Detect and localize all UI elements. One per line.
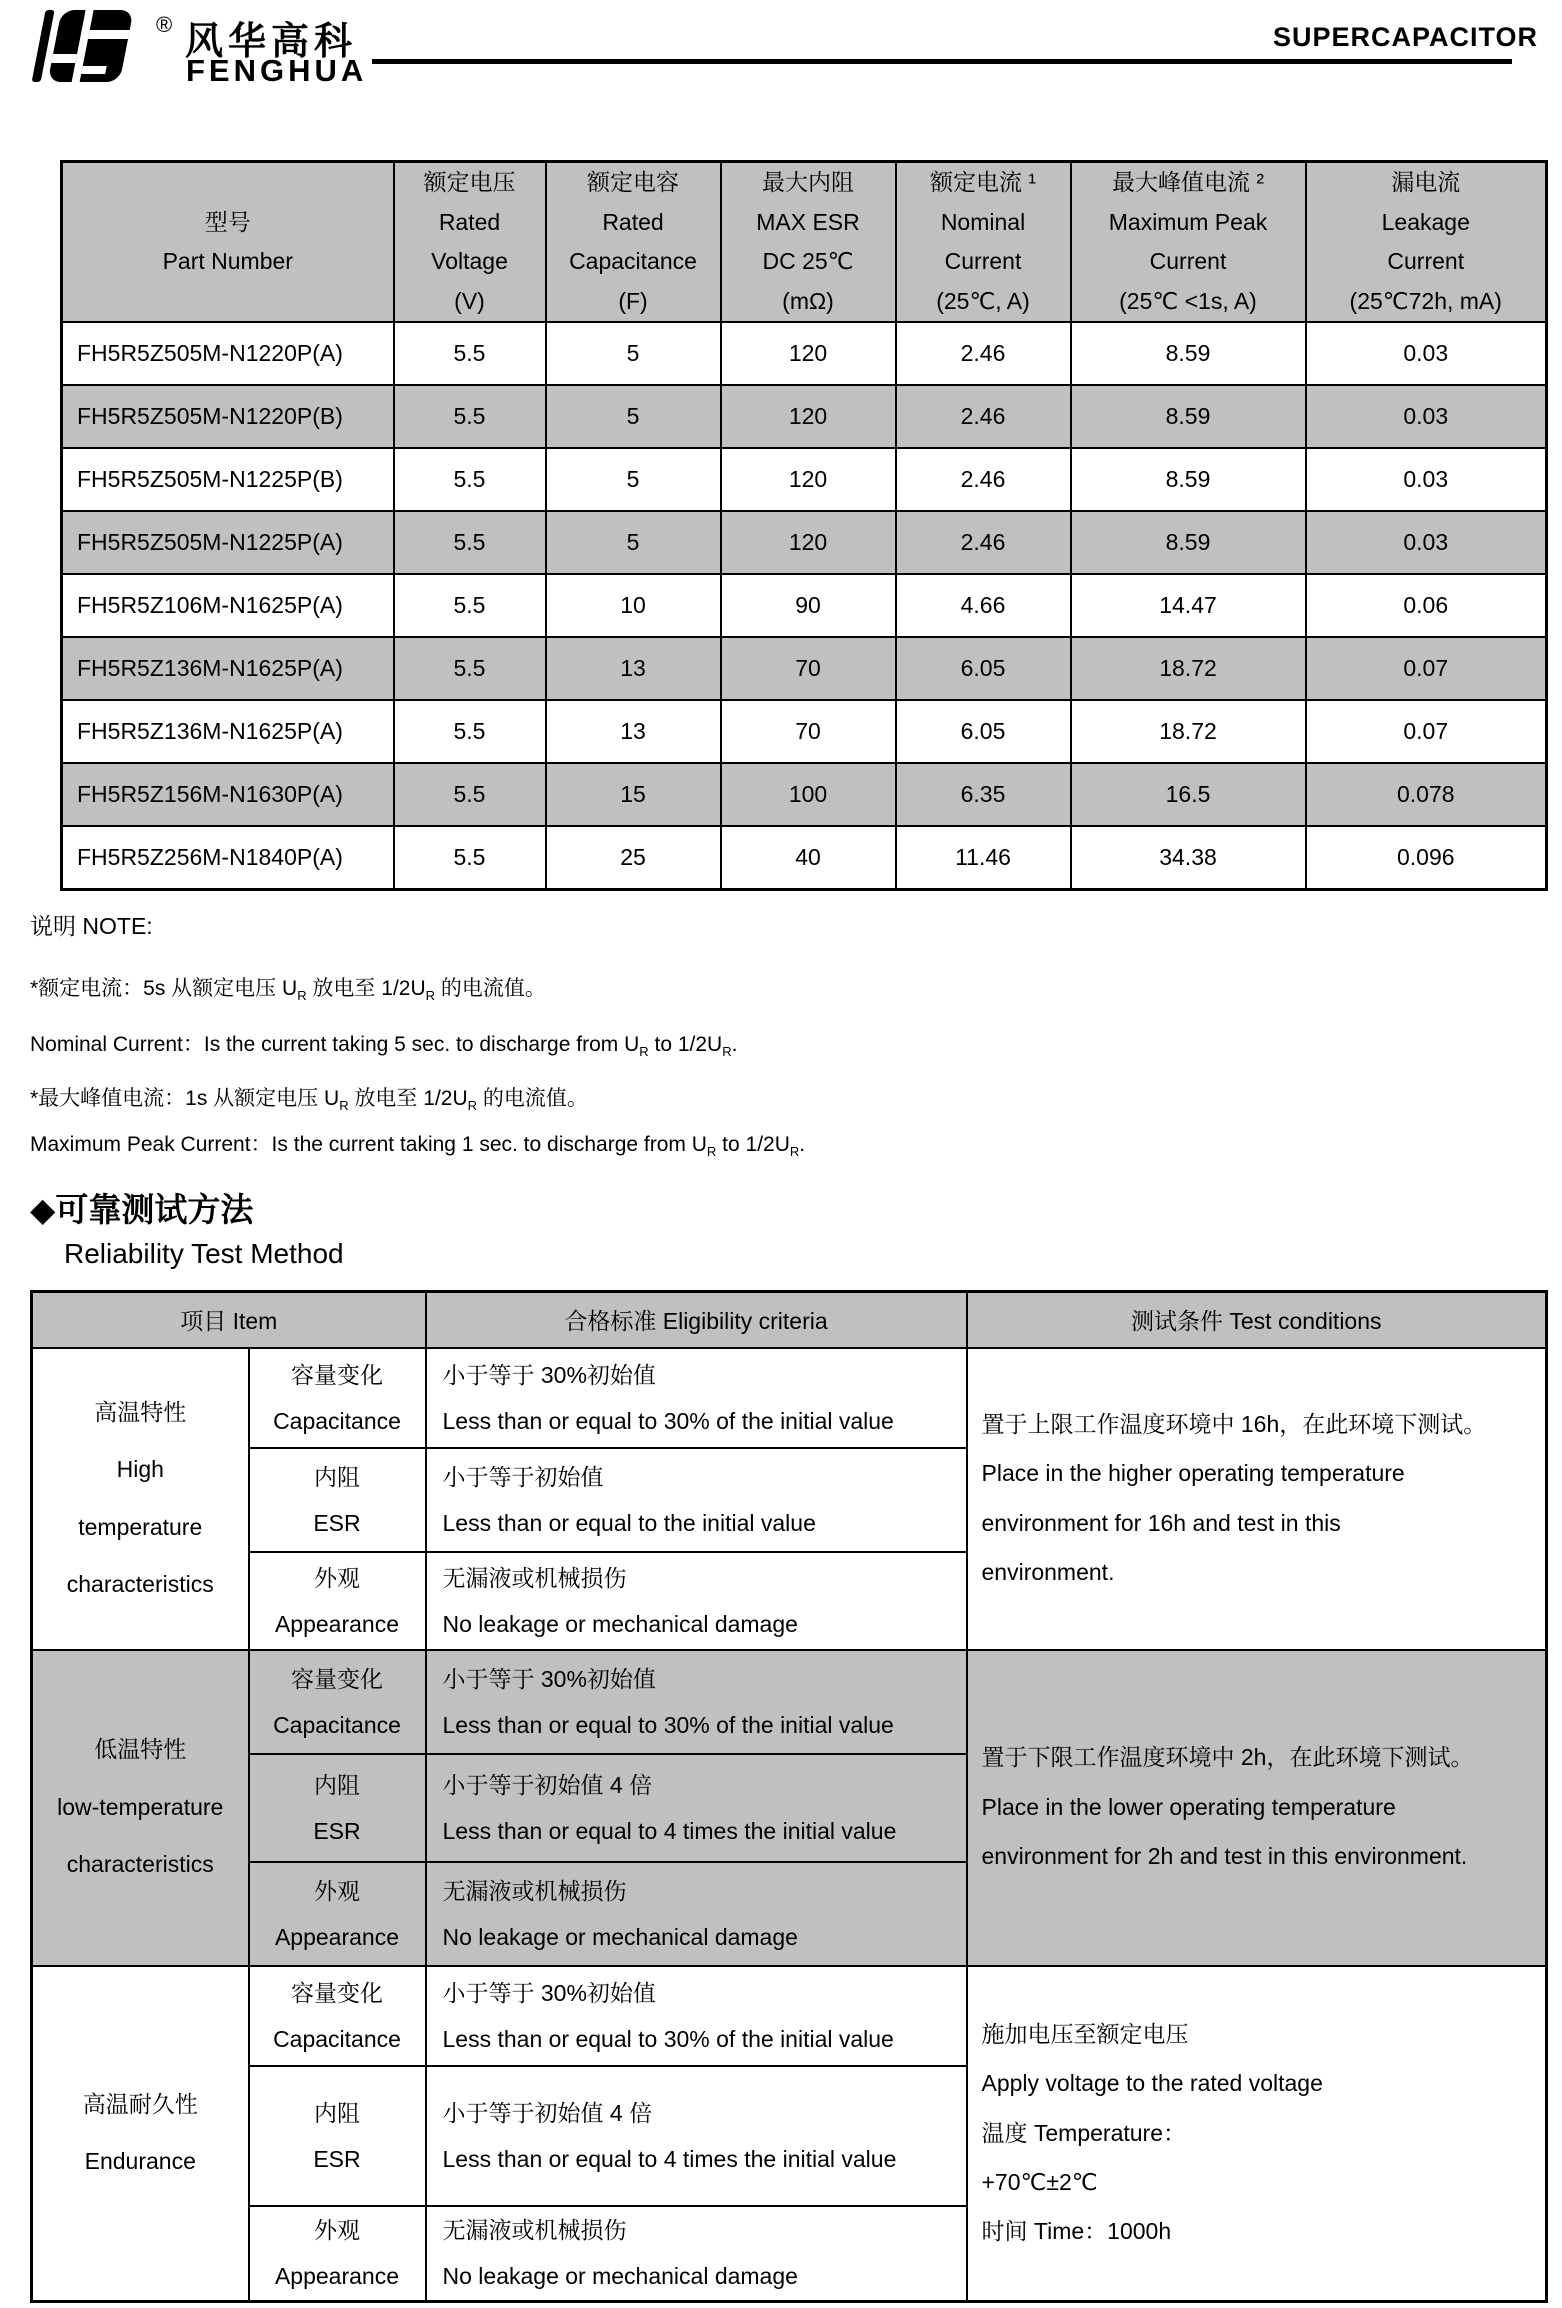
criteria-cell xyxy=(426,1552,967,1650)
criteria-cn: 小于等于初始值 4 倍 xyxy=(442,2099,653,2126)
spec-col-header xyxy=(721,162,896,323)
criteria-cn: 无漏液或机械损伤 xyxy=(442,2217,627,2244)
spec-value-cell: 4.66 xyxy=(896,574,1071,637)
condition-line: environment for 2h and test in this environment. xyxy=(981,1843,1468,1870)
criteria-cn: 小于等于 30%初始值 xyxy=(442,1979,656,2006)
spec-header-line: 型号 xyxy=(204,208,251,235)
criteria-en: Less than or equal to 4 times the initial value xyxy=(442,1817,897,1844)
rel-group xyxy=(32,1966,1547,2302)
spec-value-cell: 0.03 xyxy=(1306,385,1547,448)
criteria-en: Less than or equal to 4 times the initial value xyxy=(442,2145,897,2172)
spec-value-cell: 0.078 xyxy=(1306,763,1547,826)
criteria-cell xyxy=(426,1650,967,1754)
criteria-cn: 小于等于 30%初始值 xyxy=(442,1361,656,1388)
spec-value-cell: 70 xyxy=(721,700,896,763)
spec-col-header xyxy=(896,162,1071,323)
rel-header-conditions: 测试条件 Test conditions xyxy=(967,1292,1547,1348)
criteria-cn: 无漏液或机械损伤 xyxy=(442,1877,627,1904)
group-label-cell xyxy=(32,1966,249,2302)
item-cn: 内阻 xyxy=(314,2099,360,2126)
spec-value-cell: 5 xyxy=(546,511,721,574)
spec-value-cell: 0.06 xyxy=(1306,574,1547,637)
spec-value-cell: 13 xyxy=(546,637,721,700)
spec-value-cell: 0.03 xyxy=(1306,448,1547,511)
spec-header-line: MAX ESR xyxy=(756,208,860,235)
spec-value-cell: 40 xyxy=(721,826,896,889)
item-cn: 外观 xyxy=(314,2217,360,2244)
spec-header-line: 漏电流 xyxy=(1391,169,1461,195)
spec-value-cell: 25 xyxy=(546,826,721,889)
spec-value-cell: 11.46 xyxy=(896,826,1071,889)
condition-line: Apply voltage to the rated voltage xyxy=(981,2070,1323,2097)
subscript: R xyxy=(706,1144,717,1160)
spec-value-cell: 6.05 xyxy=(896,700,1071,763)
condition-line: Place in the lower operating temperature xyxy=(981,1793,1396,1820)
spec-value-cell: 5.5 xyxy=(394,700,546,763)
spec-value-cell: 5 xyxy=(546,322,721,385)
spec-header-line: Rated xyxy=(438,208,501,235)
spec-value-cell: 5.5 xyxy=(394,826,546,889)
spec-row xyxy=(62,826,1547,889)
group-label-line: characteristics xyxy=(66,1571,214,1597)
spec-value-cell: 5.5 xyxy=(394,322,546,385)
spec-value-cell: 8.59 xyxy=(1071,385,1306,448)
rel-group xyxy=(32,1650,1547,1966)
spec-thead xyxy=(62,162,1547,323)
spec-row xyxy=(62,448,1547,511)
spec-value-cell: 90 xyxy=(721,574,896,637)
rel-header-criteria: 合格标准 Eligibility criteria xyxy=(426,1292,967,1348)
spec-value-cell: 8.59 xyxy=(1071,448,1306,511)
condition-line: 施加电压至额定电压 xyxy=(981,2020,1189,2047)
item-en: Capacitance xyxy=(273,1711,401,1738)
part-number-cell: FH5R5Z136M-N1625P(A) xyxy=(62,637,394,700)
spec-header-line: Voltage xyxy=(431,248,508,275)
spec-header-line: (F) xyxy=(618,287,648,314)
page-title: SUPERCAPACITOR xyxy=(1272,22,1538,52)
item-cell xyxy=(249,2066,426,2206)
group-label-line: 高温特性 xyxy=(94,1398,187,1425)
item-cn: 外观 xyxy=(314,1877,360,1904)
item-en: ESR xyxy=(313,2145,361,2172)
rel-row xyxy=(32,1348,1547,1448)
item-cn: 内阻 xyxy=(314,1771,360,1798)
spec-value-cell: 18.72 xyxy=(1071,637,1306,700)
item-cell xyxy=(249,1348,426,1448)
criteria-cell xyxy=(426,1862,967,1966)
spec-value-cell: 120 xyxy=(721,448,896,511)
spec-col-header xyxy=(1306,162,1547,323)
spec-header-line: (25℃72h, mA) xyxy=(1349,287,1502,314)
spec-value-cell: 5 xyxy=(546,385,721,448)
rel-row xyxy=(32,1650,1547,1754)
spec-table xyxy=(60,160,1548,891)
note-line: Nominal Current：Is the current taking 5 sec. to discharge from $U_R$ to $1/2U_R$. xyxy=(30,1033,738,1060)
notes-heading: 说明 NOTE: xyxy=(30,913,153,939)
subscript: R xyxy=(425,988,436,1004)
reliability-title-en: Reliability Test Method xyxy=(64,1238,344,1269)
header-rule xyxy=(372,59,1512,64)
spec-col-header xyxy=(1071,162,1306,323)
item-en: Appearance xyxy=(274,1923,400,1950)
criteria-en: Less than or equal to 30% of the initial value xyxy=(442,2025,894,2052)
part-number-cell: FH5R5Z505M-N1220P(A) xyxy=(62,322,394,385)
item-cell xyxy=(249,1552,426,1650)
spec-value-cell: 6.35 xyxy=(896,763,1071,826)
spec-value-cell: 0.03 xyxy=(1306,511,1547,574)
note-line: *额定电流：5s 从额定电压 $U_R$ 放电至 $1/2U_R$ 的电流值。 xyxy=(30,977,546,1004)
spec-header-line: 额定电容 xyxy=(587,169,679,195)
spec-header-line: 额定电流 ¹ xyxy=(929,169,1037,195)
spec-header-line: Maximum Peak xyxy=(1108,208,1268,235)
spec-header-line: Current xyxy=(1387,248,1465,275)
item-cell xyxy=(249,1754,426,1862)
condition-line: 时间 Time：1000h xyxy=(981,2218,1172,2245)
item-cn: 容量变化 xyxy=(291,1665,383,1692)
group-label-line: 低温特性 xyxy=(94,1736,187,1763)
spec-header-line: 最大峰值电流 ² xyxy=(1111,169,1265,195)
group-label-line: temperature xyxy=(78,1513,203,1540)
spec-col-header xyxy=(394,162,546,323)
conditions-cell xyxy=(967,1966,1547,2302)
reliability-title-cn: ◆可靠测试方法 xyxy=(30,1191,254,1228)
condition-line: environment. xyxy=(981,1558,1115,1585)
criteria-cn: 小于等于 30%初始值 xyxy=(442,1665,656,1692)
spec-header-line: Current xyxy=(944,248,1022,275)
registered-mark: ® xyxy=(156,12,173,37)
item-cell xyxy=(249,1650,426,1754)
item-en: ESR xyxy=(313,1509,361,1536)
spec-header-line: 额定电压 xyxy=(423,169,516,195)
spec-value-cell: 0.07 xyxy=(1306,637,1547,700)
spec-value-cell: 0.096 xyxy=(1306,826,1547,889)
spec-value-cell: 13 xyxy=(546,700,721,763)
spec-value-cell: 120 xyxy=(721,322,896,385)
condition-line: 温度 Temperature： xyxy=(981,2119,1187,2146)
spec-value-cell: 5.5 xyxy=(394,511,546,574)
group-label-cell xyxy=(32,1348,249,1650)
brand-name-cn: 风华高科 xyxy=(185,21,358,63)
subscript: R xyxy=(467,1098,478,1114)
spec-row xyxy=(62,385,1547,448)
group-label-cell xyxy=(32,1650,249,1966)
item-cell xyxy=(249,1448,426,1552)
criteria-cn: 小于等于初始值 xyxy=(442,1463,604,1490)
spec-header-line: DC 25℃ xyxy=(762,248,854,275)
spec-value-cell: 120 xyxy=(721,511,896,574)
spec-value-cell: 6.05 xyxy=(896,637,1071,700)
spec-value-cell: 15 xyxy=(546,763,721,826)
fenghua-logo-icon xyxy=(20,8,154,84)
criteria-cn: 无漏液或机械损伤 xyxy=(442,1564,627,1591)
condition-line: 置于下限工作温度环境中 2h，在此环境下测试。 xyxy=(981,1744,1474,1771)
spec-row xyxy=(62,763,1547,826)
item-cn: 外观 xyxy=(314,1564,360,1591)
spec-value-cell: 2.46 xyxy=(896,511,1071,574)
spec-value-cell: 10 xyxy=(546,574,721,637)
subscript: R xyxy=(789,1144,800,1160)
spec-tbody xyxy=(62,322,1547,889)
spec-header-line: Current xyxy=(1149,248,1227,275)
spec-header-line: (25℃, A) xyxy=(936,287,1030,314)
conditions-cell xyxy=(967,1650,1547,1966)
item-en: Capacitance xyxy=(273,1407,401,1434)
spec-value-cell: 18.72 xyxy=(1071,700,1306,763)
subscript: R xyxy=(297,988,307,1004)
criteria-en: Less than or equal to the initial value xyxy=(442,1509,816,1536)
part-number-cell: FH5R5Z505M-N1225P(B) xyxy=(62,448,394,511)
spec-value-cell: 2.46 xyxy=(896,448,1071,511)
note-line: Maximum Peak Current：Is the current taking 1 sec. to discharge from $U_R$ to $1/2U_R$. xyxy=(30,1133,806,1160)
item-cn: 容量变化 xyxy=(291,1979,383,2006)
condition-line: +70℃±2℃ xyxy=(981,2168,1098,2195)
condition-line: 置于上限工作温度环境中 16h，在此环境下测试。 xyxy=(981,1410,1487,1437)
spec-value-cell: 120 xyxy=(721,385,896,448)
condition-line: Place in the higher operating temperature xyxy=(981,1460,1405,1487)
criteria-cell xyxy=(426,1348,967,1448)
group-label-line: High xyxy=(116,1456,164,1482)
spec-value-cell: 0.03 xyxy=(1306,322,1547,385)
conditions-cell xyxy=(967,1348,1547,1650)
group-label-line: low-temperature xyxy=(57,1793,224,1820)
spec-row xyxy=(62,637,1547,700)
item-cell xyxy=(249,2206,426,2302)
criteria-en: Less than or equal to 30% of the initial value xyxy=(442,1407,894,1434)
item-cn: 容量变化 xyxy=(291,1361,383,1388)
item-en: Appearance xyxy=(274,2263,400,2290)
part-number-cell: FH5R5Z505M-N1220P(B) xyxy=(62,385,394,448)
spec-value-cell: 5 xyxy=(546,448,721,511)
criteria-cell xyxy=(426,1754,967,1862)
part-number-cell: FH5R5Z256M-N1840P(A) xyxy=(62,826,394,889)
spec-value-cell: 34.38 xyxy=(1071,826,1306,889)
rel-thead xyxy=(32,1292,1547,1348)
spec-header-row xyxy=(62,162,1547,323)
rel-header-row xyxy=(32,1292,1547,1348)
spec-row xyxy=(62,574,1547,637)
spec-header-line: Nominal xyxy=(940,208,1026,235)
spec-value-cell: 5.5 xyxy=(394,763,546,826)
rel-group xyxy=(32,1348,1547,1650)
criteria-cell xyxy=(426,2206,967,2302)
spec-value-cell: 14.47 xyxy=(1071,574,1306,637)
spec-header-line: Leakage xyxy=(1381,208,1470,235)
subscript: R xyxy=(639,1044,649,1060)
criteria-en: No leakage or mechanical damage xyxy=(442,1610,798,1637)
group-label-line: 高温耐久性 xyxy=(82,2090,198,2117)
spec-header-line: Rated xyxy=(602,208,664,235)
item-en: Capacitance xyxy=(273,2025,401,2052)
spec-row xyxy=(62,700,1547,763)
spec-row xyxy=(62,511,1547,574)
part-number-cell: FH5R5Z505M-N1225P(A) xyxy=(62,511,394,574)
rel-header-item: 项目 Item xyxy=(32,1292,426,1348)
spec-value-cell: 70 xyxy=(721,637,896,700)
spec-value-cell: 5.5 xyxy=(394,637,546,700)
condition-line: environment for 16h and test in this xyxy=(981,1509,1341,1536)
spec-header-line: Part Number xyxy=(162,248,293,275)
spec-value-cell: 2.46 xyxy=(896,385,1071,448)
part-number-cell: FH5R5Z106M-N1625P(A) xyxy=(62,574,394,637)
criteria-cell xyxy=(426,1966,967,2066)
item-cell xyxy=(249,1966,426,2066)
spec-value-cell: 2.46 xyxy=(896,322,1071,385)
spec-value-cell: 0.07 xyxy=(1306,700,1547,763)
spec-header-line: (25℃ <1s, A) xyxy=(1119,287,1257,314)
spec-row xyxy=(62,322,1547,385)
part-number-cell: FH5R5Z156M-N1630P(A) xyxy=(62,763,394,826)
spec-value-cell: 5.5 xyxy=(394,385,546,448)
spec-value-cell: 5.5 xyxy=(394,574,546,637)
brand-name-en: FENGHUA xyxy=(186,53,368,88)
spec-value-cell: 100 xyxy=(721,763,896,826)
criteria-cell xyxy=(426,1448,967,1552)
subscript: R xyxy=(722,1044,732,1060)
item-en: ESR xyxy=(313,1817,361,1844)
item-cn: 内阻 xyxy=(314,1463,360,1490)
item-en: Appearance xyxy=(274,1610,400,1637)
criteria-en: No leakage or mechanical damage xyxy=(442,1923,798,1950)
criteria-en: Less than or equal to 30% of the initial value xyxy=(442,1711,894,1738)
spec-header-line: (V) xyxy=(454,287,485,314)
spec-value-cell: 8.59 xyxy=(1071,511,1306,574)
spec-col-header xyxy=(62,162,394,323)
spec-value-cell: 5.5 xyxy=(394,448,546,511)
spec-value-cell: 16.5 xyxy=(1071,763,1306,826)
spec-value-cell: 8.59 xyxy=(1071,322,1306,385)
criteria-cn: 小于等于初始值 4 倍 xyxy=(442,1771,653,1798)
item-cell xyxy=(249,1862,426,1966)
note-line: *最大峰值电流：1s 从额定电压 $U_R$ 放电至 $1/2U_R$ 的电流值。 xyxy=(30,1087,588,1114)
spec-header-line: Capacitance xyxy=(569,248,697,275)
group-label-line: characteristics xyxy=(66,1851,214,1878)
subscript: R xyxy=(339,1098,349,1114)
criteria-en: No leakage or mechanical damage xyxy=(442,2263,798,2290)
spec-col-header xyxy=(546,162,721,323)
spec-header-line: (mΩ) xyxy=(782,287,834,314)
group-label-line: Endurance xyxy=(84,2148,196,2175)
reliability-table xyxy=(30,1290,1548,2303)
criteria-cell xyxy=(426,2066,967,2206)
rel-row xyxy=(32,1966,1547,2066)
part-number-cell: FH5R5Z136M-N1625P(A) xyxy=(62,700,394,763)
spec-header-line: 最大内阻 xyxy=(762,169,854,195)
